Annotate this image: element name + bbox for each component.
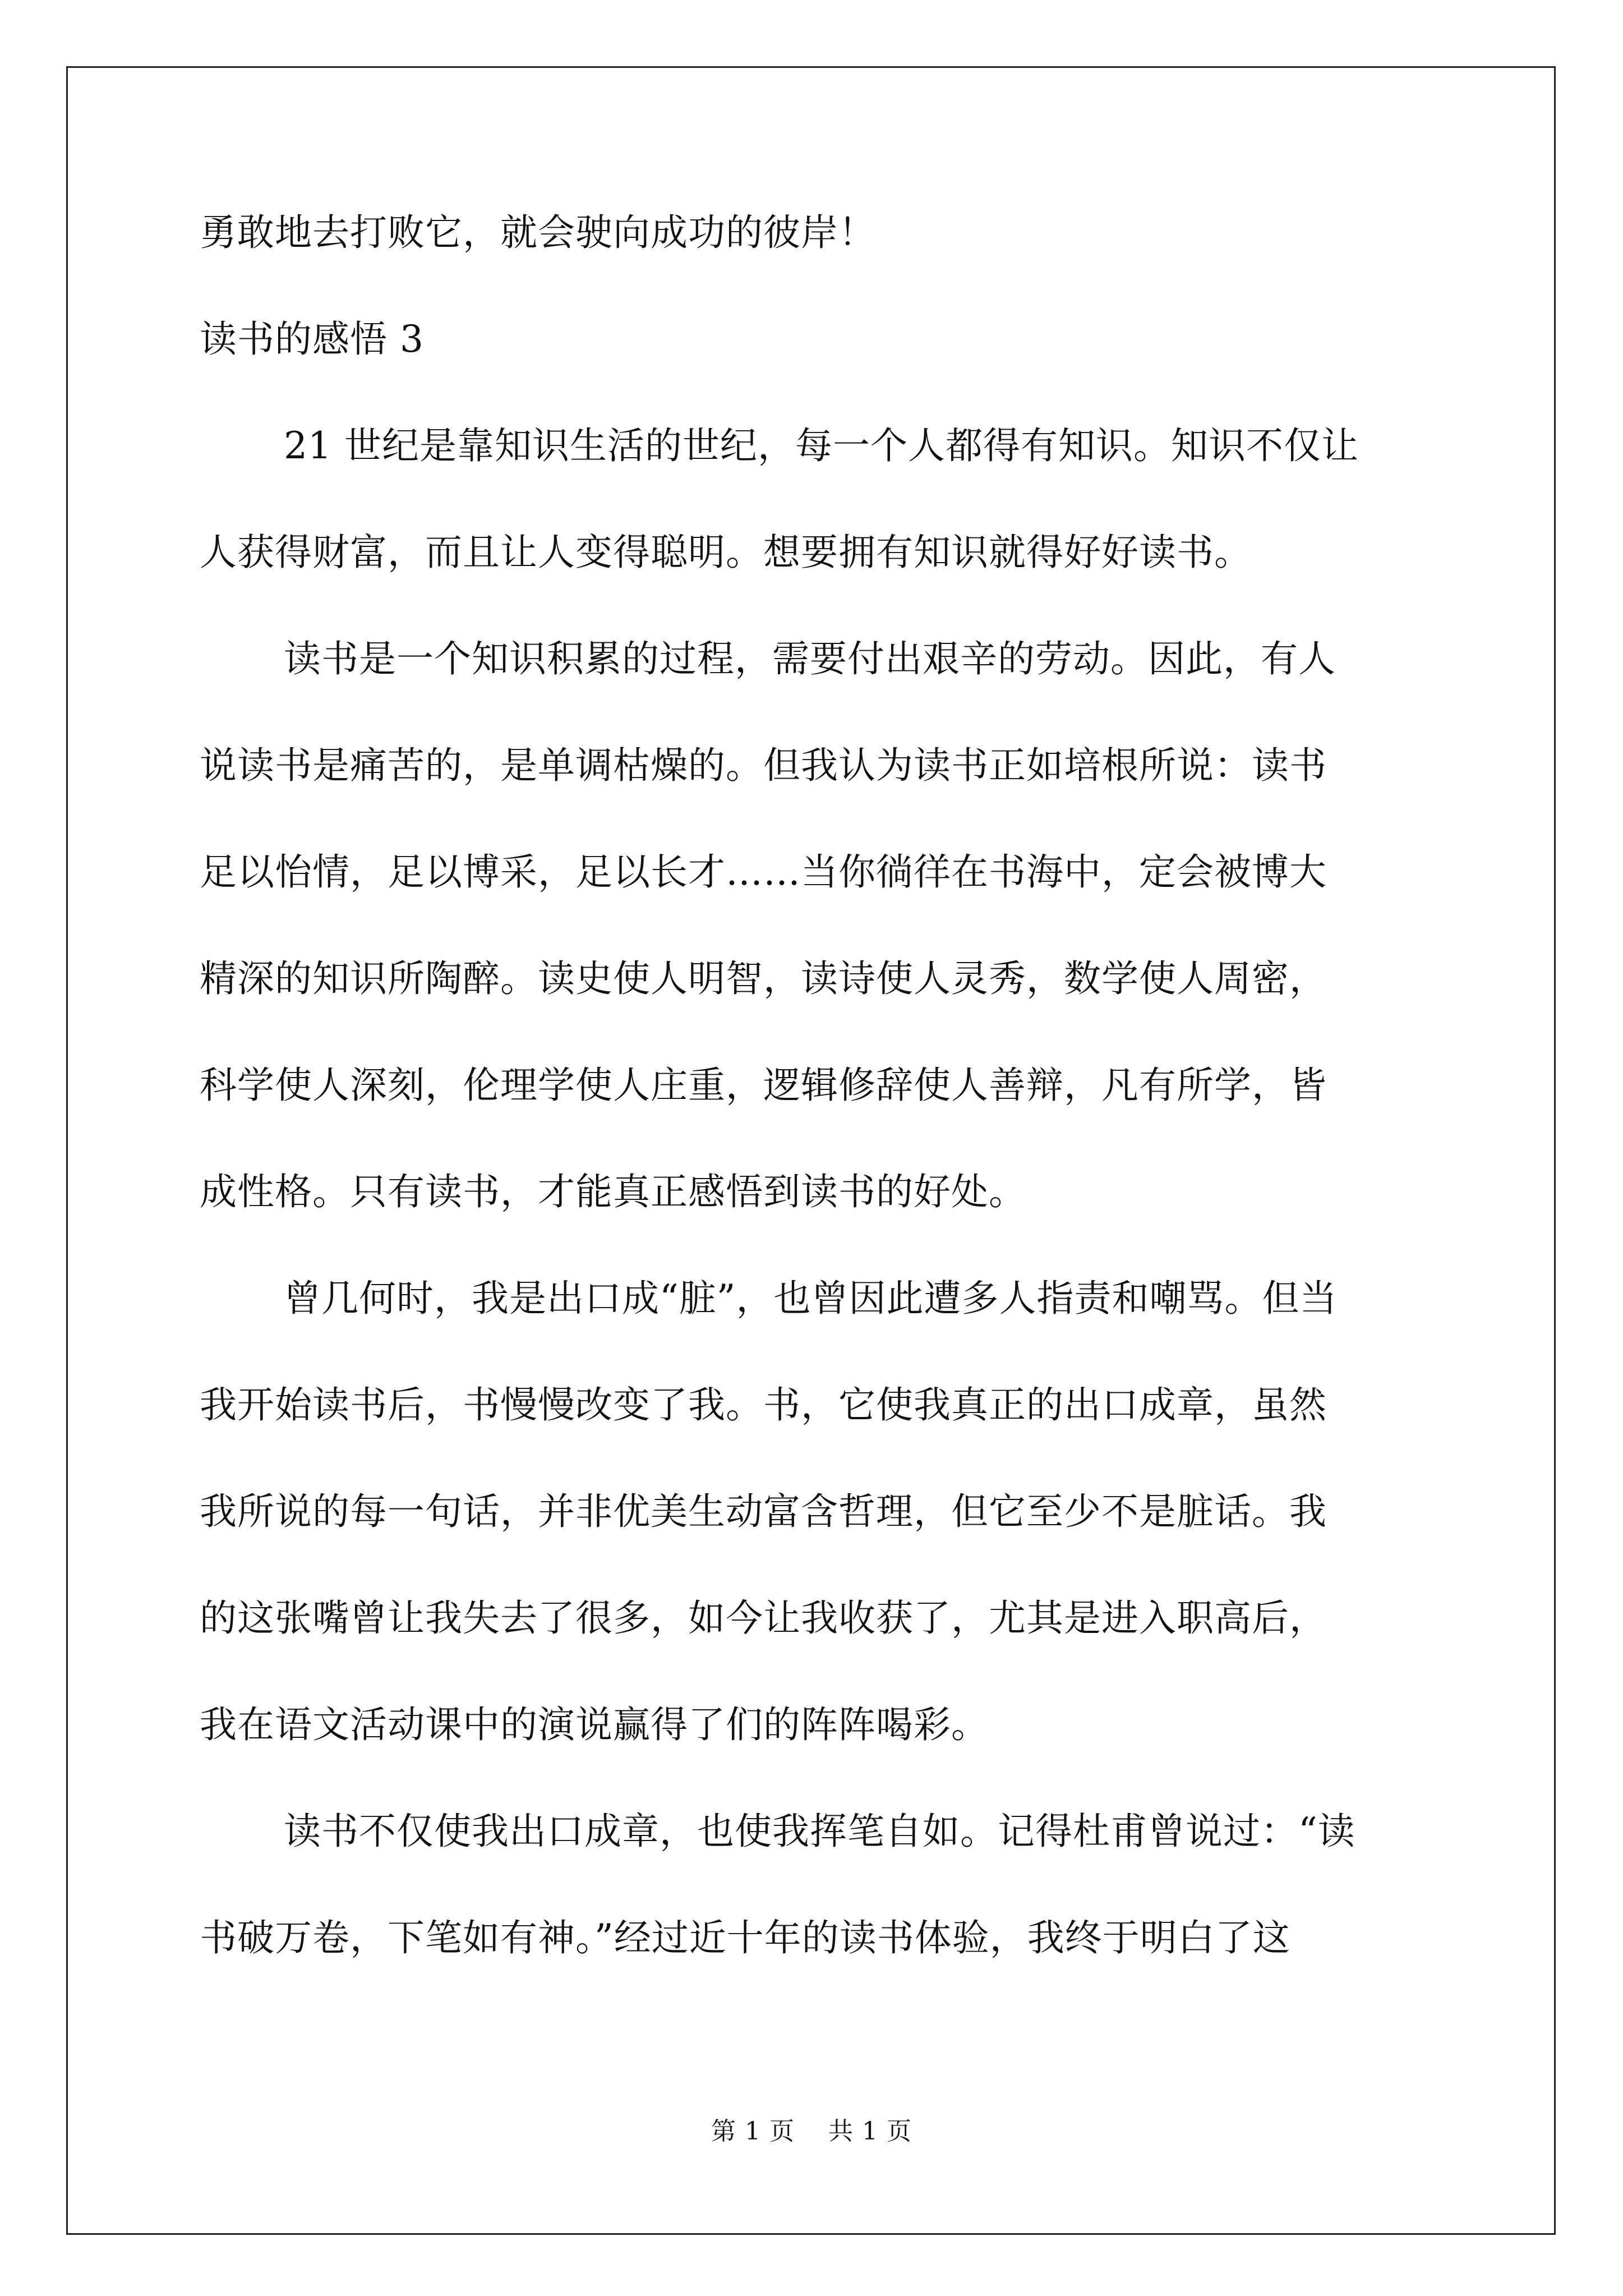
page-total: 共 1 页 (828, 2117, 912, 2146)
paragraph-line: 足以怡情，足以博采，足以长才……当你徜徉在书海中，定会被博大 (200, 850, 1327, 894)
paragraph-line: 说读书是痛苦的，是单调枯燥的。但我认为读书正如培根所说：读书 (200, 744, 1327, 787)
paragraph-line: 精深的知识所陶醉。读史使人明智，读诗使人灵秀，数学使人周密， (200, 957, 1327, 1000)
paragraph-line: 读书是一个知识积累的过程，需要付出艰辛的劳动。因此，有人 (284, 637, 1336, 680)
paragraph-line: 读书不仅使我出口成章，也使我挥笔自如。记得杜甫曾说过：“读 (284, 1810, 1355, 1853)
paragraph-line: 书破万卷，下笔如有神。”经过近十年的读书体验，我终于明白了这 (200, 1916, 1290, 1959)
paragraph-line: 人获得财富，而且让人变得聪明。想要拥有知识就得好好读书。 (200, 531, 1252, 574)
document-body (200, 202, 1433, 1969)
paragraph-line: 科学使人深刻，伦理学使人庄重，逻辑修辞使人善辩，凡有所学，皆 (200, 1064, 1327, 1107)
paragraph-line: 21 世纪是靠知识生活的世纪，每一个人都得有知识。知识不仅让 (284, 424, 1359, 467)
paragraph-line: 我所说的每一句话，并非优美生动富含哲理，但它至少不是脏话。我 (200, 1490, 1327, 1533)
paragraph-line: 我开始读书后，书慢慢改变了我。书，它使我真正的出口成章，虽然 (200, 1383, 1327, 1427)
page-footer (0, 2115, 1623, 2148)
body-line: 勇敢地去打败它，就会驶向成功的彼岸！ (200, 211, 876, 254)
paragraph-line: 成性格。只有读书，才能真正感悟到读书的好处。 (200, 1170, 1026, 1213)
paragraph-line: 的这张嘴曾让我失去了很多，如今让我收获了，尤其是进入职高后， (200, 1596, 1327, 1640)
paragraph-line: 我在语文活动课中的演说赢得了们的阵阵喝彩。 (200, 1703, 989, 1746)
section-heading: 读书的感悟 3 (200, 318, 424, 361)
paragraph-line: 曾几何时，我是出口成“脏”，也曾因此遭多人指责和嘲骂。但当 (284, 1277, 1338, 1320)
page-number: 第 1 页 (711, 2117, 795, 2146)
